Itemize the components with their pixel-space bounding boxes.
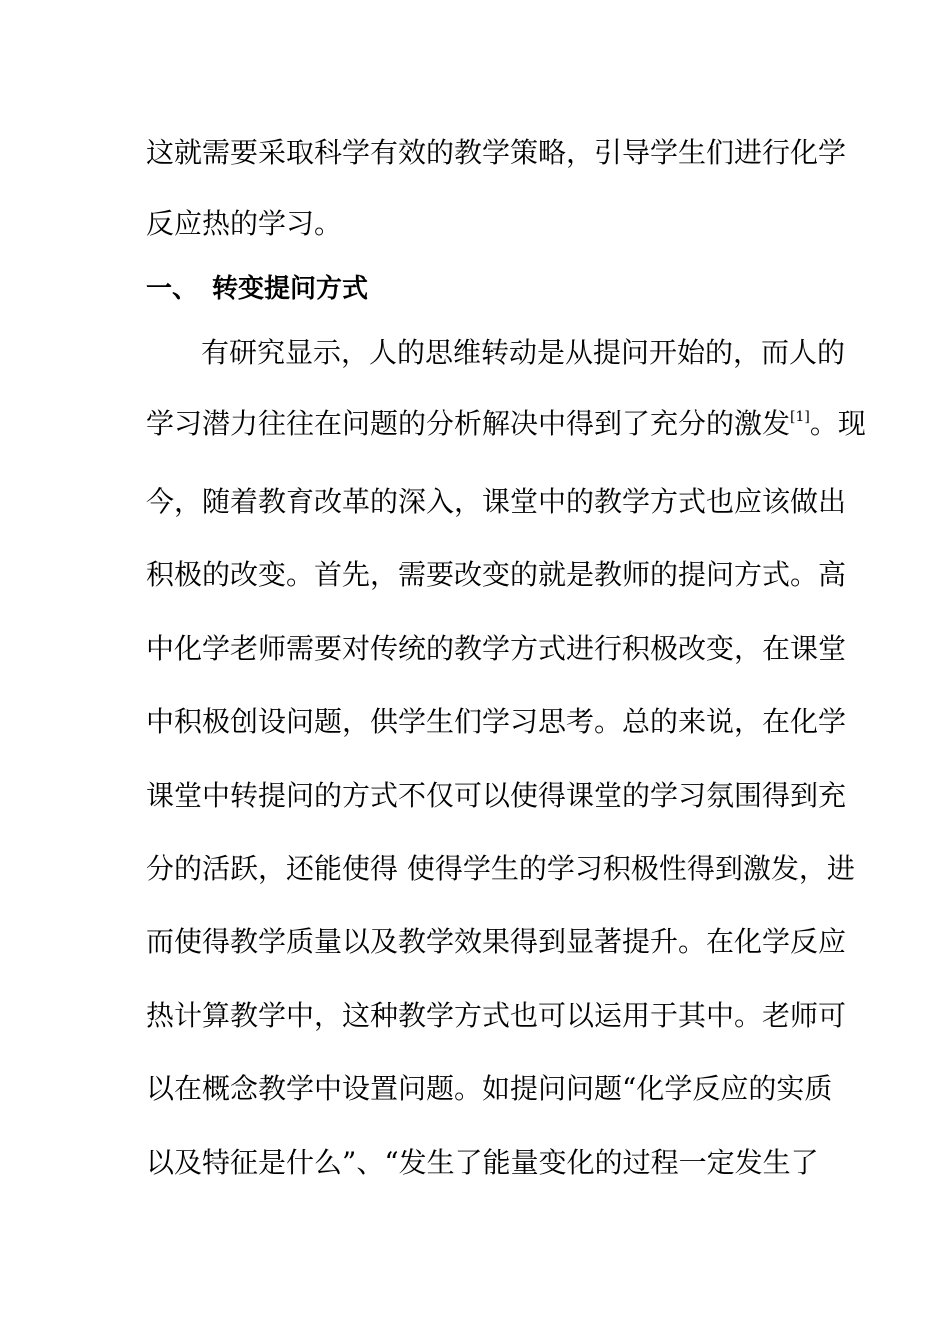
- paragraph-line-8: 分的活跃，还能使得 使得学生的学习积极性得到激发，进: [146, 852, 855, 885]
- paragraph-line-11: 以在概念教学中设置问题。如提问问题“化学反应的实质: [146, 1072, 833, 1105]
- paragraph-line-5: 中化学老师需要对传统的教学方式进行积极改变，在课堂: [146, 632, 847, 665]
- paragraph-line-6: 中积极创设问题，供学生们学习思考。总的来说，在化学: [146, 705, 847, 738]
- paragraph-line-2-tail: 。现: [809, 407, 866, 440]
- paragraph-line-10: 热计算教学中，这种教学方式也可以运用于其中。老师可: [146, 999, 847, 1032]
- text-line-1: 这就需要采取科学有效的教学策略，引导学生们进行化学: [146, 136, 847, 169]
- paragraph-line-4: 积极的改变。首先，需要改变的就是教师的提问方式。高: [146, 558, 847, 591]
- paragraph-line-3: 今，随着教育改革的深入，课堂中的教学方式也应该做出: [146, 485, 847, 518]
- paragraph-line-12: 以及特征是什么”、“发生了能量变化的过程一定发生了: [146, 1146, 819, 1179]
- paragraph-line-2: [146, 404, 866, 444]
- section-number: 一、: [146, 274, 199, 304]
- paragraph-line-7: 课堂中转提问的方式不仅可以使得课堂的学习氛围得到充: [146, 779, 847, 812]
- citation-reference[interactable]: [1]: [790, 409, 810, 425]
- text-line-2: 反应热的学习。: [146, 207, 343, 240]
- section-title: 转变提问方式: [212, 274, 369, 304]
- section-heading: [146, 269, 368, 309]
- paragraph-line-1: 有研究显示，人的思维转动是从提问开始的，而人的: [201, 336, 846, 369]
- paragraph-line-2-text: 学习潜力往往在问题的分析解决中得到了充分的激发: [146, 407, 791, 440]
- paragraph-line-9: 而使得教学质量以及教学效果得到显著提升。在化学反应: [146, 925, 847, 958]
